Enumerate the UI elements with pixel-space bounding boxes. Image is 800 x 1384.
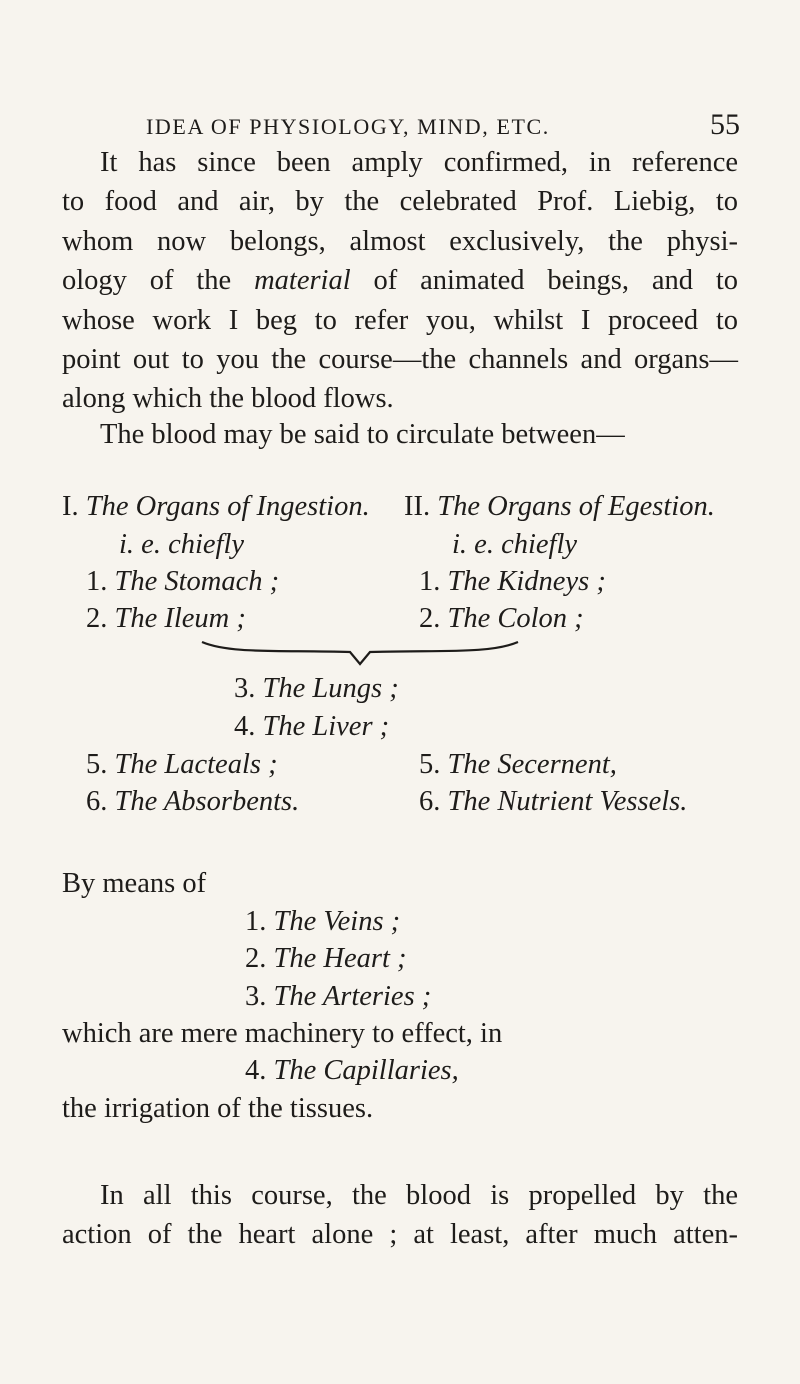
item-label: The Capillaries, <box>273 1055 459 1086</box>
text-line: whom now belongs, almost exclusively, the physi- <box>62 225 738 257</box>
item-label: The Lacteals ; <box>114 749 278 780</box>
text-line: action of the heart alone ; at least, after much atten- <box>62 1219 738 1251</box>
item-label: The Lungs ; <box>262 673 399 704</box>
item-number: 2. <box>419 603 448 634</box>
irrigation-line: the irrigation of the tissues. <box>62 1093 374 1124</box>
joining-brace <box>200 640 520 666</box>
left-item <box>86 749 278 781</box>
means-item <box>245 943 406 975</box>
page-number: 55 <box>710 108 740 141</box>
item-number: 4. <box>234 711 263 742</box>
right-item <box>419 603 584 635</box>
item-number: 3. <box>245 981 274 1012</box>
item-number: 2. <box>86 603 115 634</box>
means-item <box>245 906 400 938</box>
item-number: 5. <box>419 749 448 780</box>
item-number: 2. <box>245 943 274 974</box>
item-label: The Secernent, <box>447 749 617 780</box>
item-label: The Stomach ; <box>114 566 280 597</box>
item-number: 4. <box>245 1055 274 1086</box>
item-label: The Nutrient Vessels. <box>447 786 688 817</box>
item-label: The Heart ; <box>273 943 407 974</box>
text-line: In all this course, the blood is propelled by the <box>100 1180 738 1211</box>
item-label: The Arteries ; <box>273 981 432 1012</box>
right-subhead: i. e. chiefly <box>452 529 578 560</box>
item-label: The Absorbents. <box>114 786 300 817</box>
left-subhead: i. e. chiefly <box>119 529 245 560</box>
text-line <box>62 261 738 300</box>
item-number: 3. <box>234 673 263 704</box>
text-line: along which the blood flows. <box>62 383 394 415</box>
text-line: point out to you the course—the channels and organs— <box>62 344 738 376</box>
item-number: 1. <box>86 566 115 597</box>
left-item <box>86 566 279 598</box>
text-line: whose work I beg to refer you, whilst I proceed to <box>62 304 738 336</box>
right-item <box>419 566 606 598</box>
item-number: 5. <box>86 749 115 780</box>
paragraph-liebig <box>62 143 738 419</box>
heading-egestion: The Organs of Egestion. <box>437 491 715 522</box>
left-heading <box>62 491 370 523</box>
text-line: It has since been amply confirmed, in reference <box>100 147 738 178</box>
left-item <box>86 603 246 635</box>
item-label: The Liver ; <box>262 711 390 742</box>
shared-item <box>234 711 389 743</box>
item-number: 1. <box>419 566 448 597</box>
by-means-line: By means of <box>62 868 207 899</box>
intro-line: The blood may be said to circulate between— <box>100 419 625 450</box>
right-item <box>419 786 687 818</box>
means-item <box>245 981 431 1013</box>
item-number: 1. <box>245 906 274 937</box>
text-fragment: of animated beings, and to <box>350 265 738 297</box>
shared-item <box>234 673 399 705</box>
roman-numeral: I. <box>62 491 86 522</box>
left-item <box>86 786 299 818</box>
paragraph-final <box>62 1176 738 1255</box>
item-label: The Kidneys ; <box>447 566 606 597</box>
right-item <box>419 749 617 781</box>
roman-numeral: II. <box>404 491 438 522</box>
item-number: 6. <box>86 786 115 817</box>
item-label: The Veins ; <box>273 906 401 937</box>
emphasis-material: material <box>254 265 351 297</box>
item-label: The Ileum ; <box>114 603 246 634</box>
text-line: to food and air, by the celebrated Prof. Liebig, to <box>62 186 738 218</box>
running-title: IDEA OF PHYSIOLOGY, MIND, ETC. <box>146 114 550 139</box>
heading-ingestion: The Organs of Ingestion. <box>85 491 370 522</box>
item-number: 6. <box>419 786 448 817</box>
machinery-line: which are mere machinery to effect, in <box>62 1018 503 1049</box>
running-head <box>60 108 740 148</box>
right-heading <box>404 491 715 523</box>
text-fragment: ology of the <box>62 265 255 297</box>
means-item <box>245 1055 459 1087</box>
item-label: The Colon ; <box>447 603 584 634</box>
